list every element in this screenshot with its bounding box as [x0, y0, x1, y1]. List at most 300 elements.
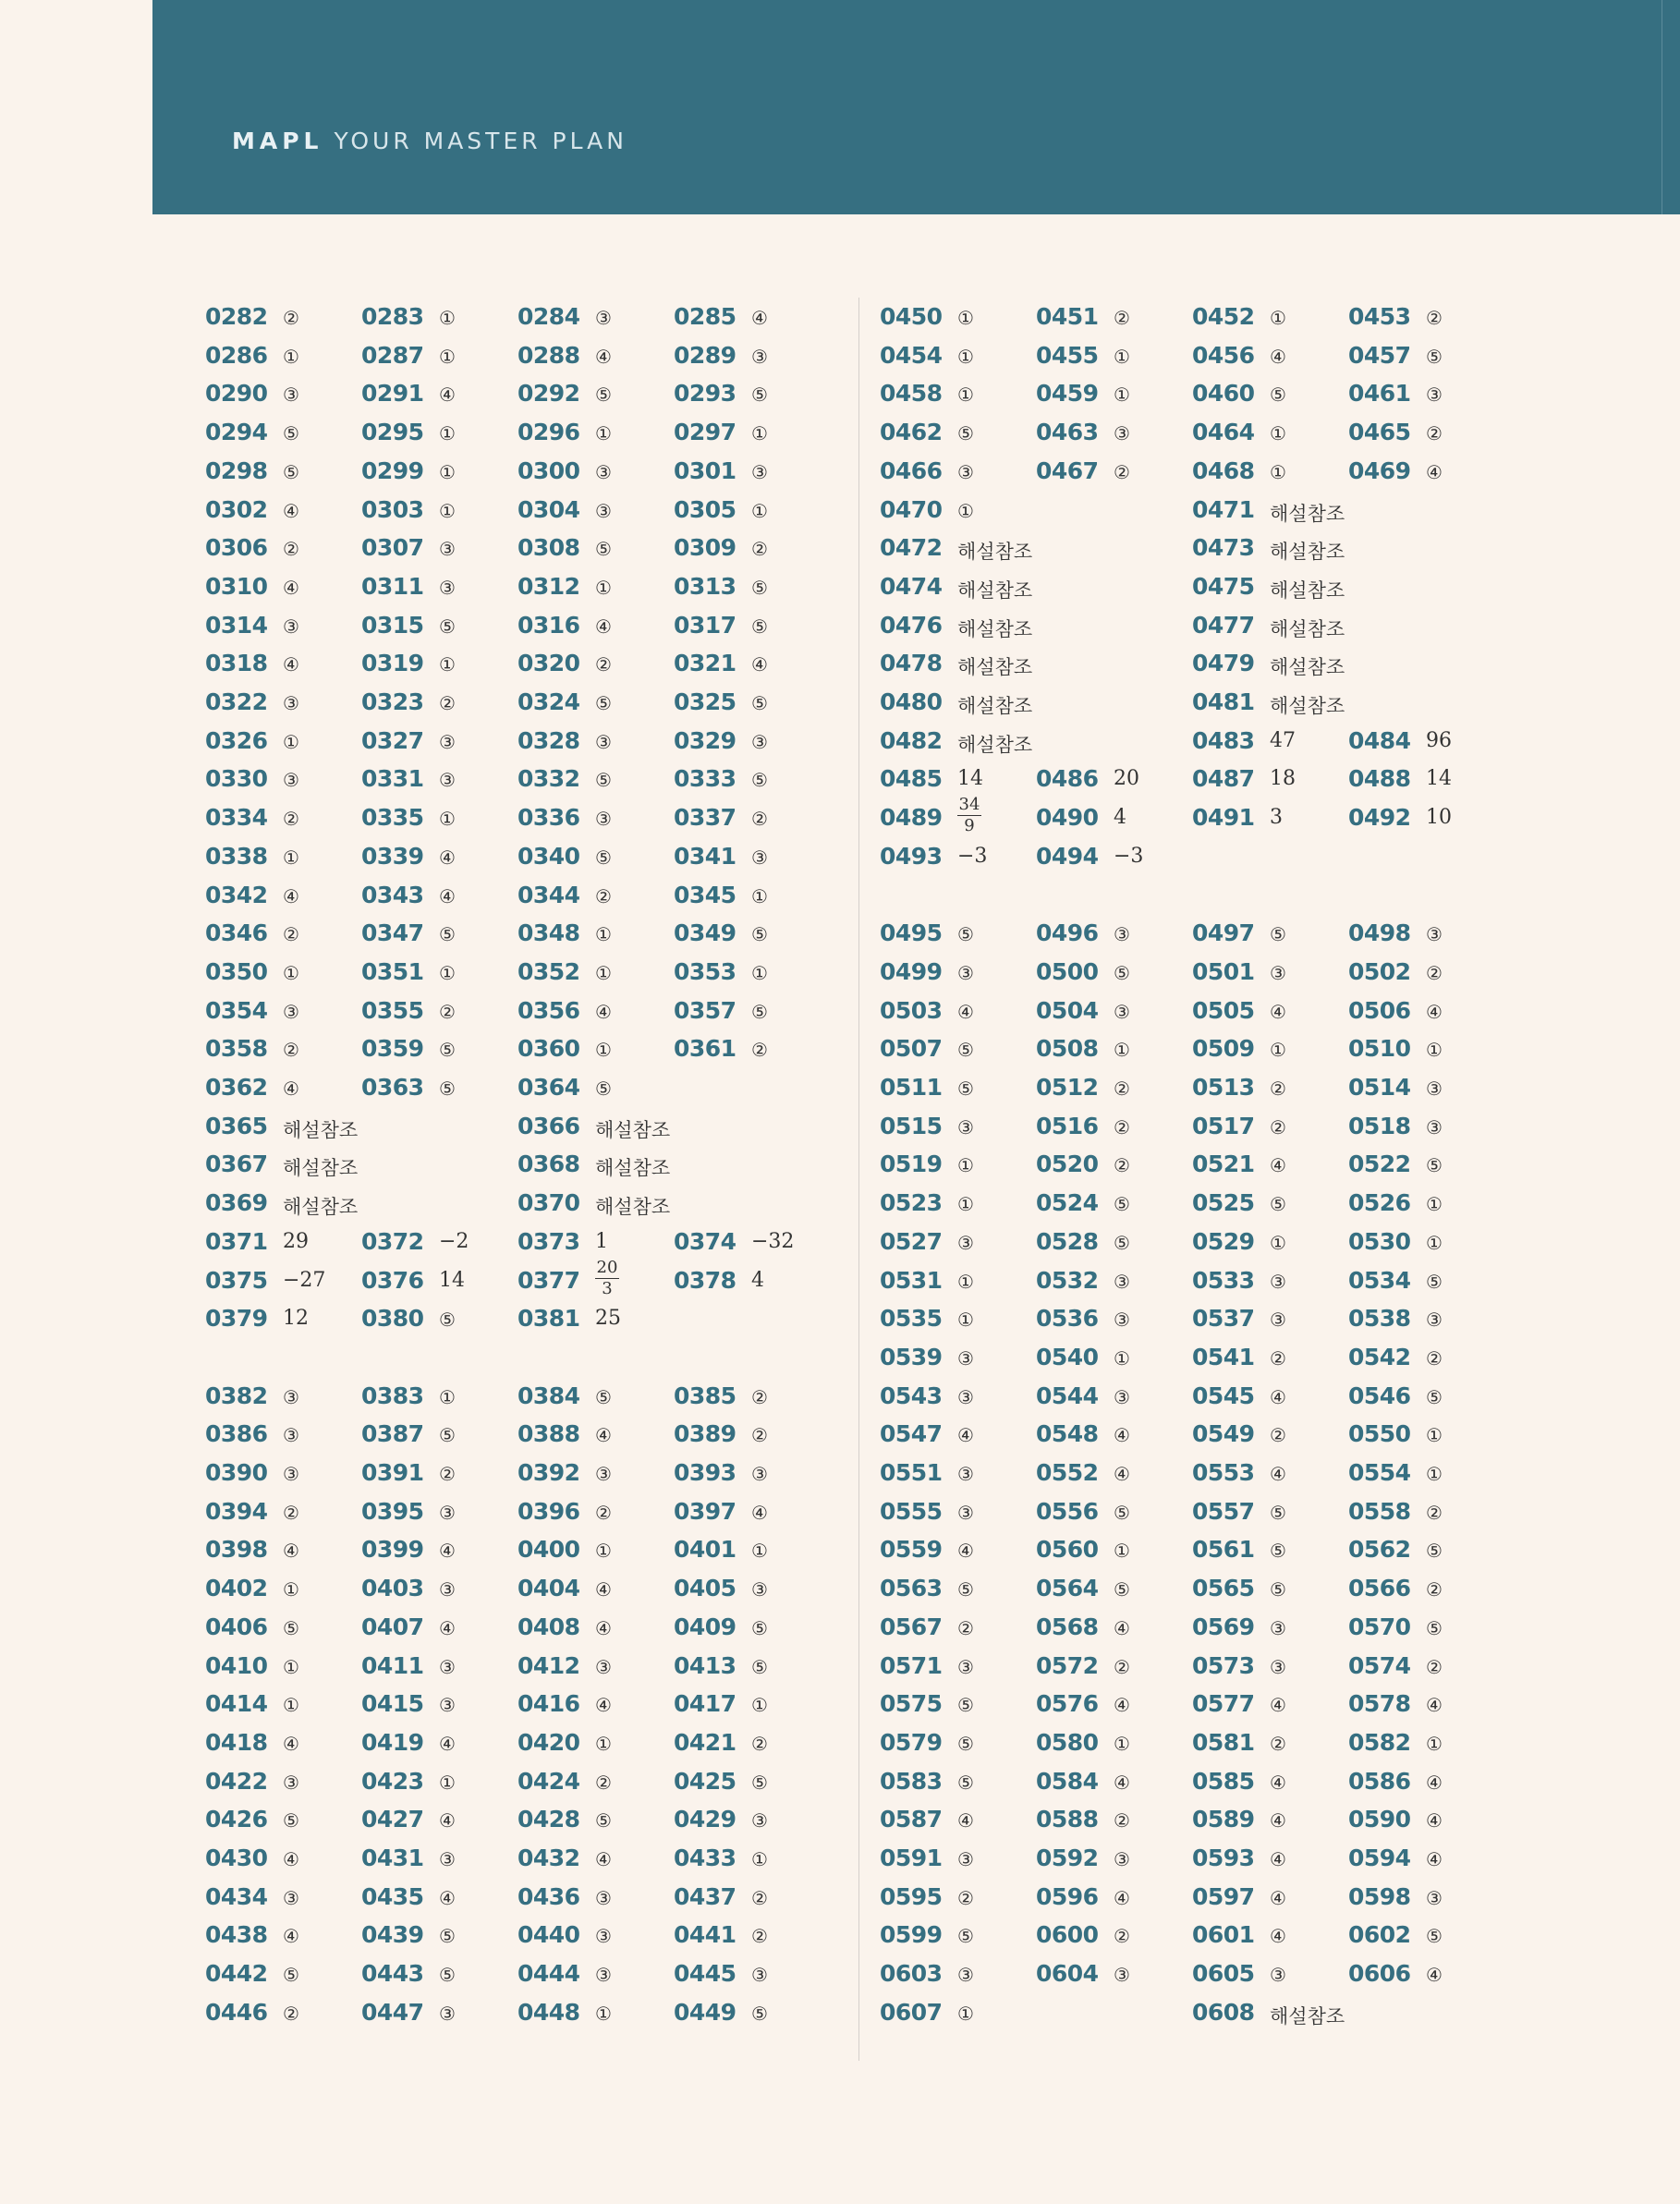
question-number: 0318 [205, 650, 268, 677]
answer-entry [517, 1145, 671, 1182]
answer-entry [205, 374, 353, 411]
answer-row [880, 1723, 1508, 1760]
question-number: 0568 [1036, 1613, 1099, 1640]
question-number: 0526 [1348, 1189, 1411, 1217]
question-number: 0582 [1348, 1728, 1411, 1756]
question-number: 0439 [361, 1921, 424, 1949]
answer-entry [674, 1530, 822, 1567]
answer-entry [517, 374, 665, 411]
answer-value: ③ [957, 1115, 974, 1139]
answer-row [205, 491, 834, 528]
answer-entry [1036, 914, 1184, 951]
answer-value: ③ [1270, 1964, 1286, 1987]
answer-entry [205, 606, 353, 643]
question-number: 0538 [1348, 1305, 1411, 1333]
question-number: 0371 [205, 1227, 268, 1255]
answer-entry [1192, 567, 1345, 604]
question-number: 0566 [1348, 1575, 1411, 1602]
question-number: 0571 [880, 1651, 943, 1679]
answer-value: ⑤ [595, 769, 612, 792]
answer-value: ④ [439, 1616, 456, 1639]
answer-value: 해설참조 [283, 1196, 359, 1219]
question-number: 0504 [1036, 996, 1099, 1024]
answer-value: ③ [1426, 1078, 1443, 1100]
question-number: 0437 [674, 1882, 737, 1910]
answer-entry [1192, 1145, 1340, 1182]
answer-value: ④ [595, 1848, 612, 1870]
answer-entry [205, 1569, 353, 1606]
question-number: 0515 [880, 1112, 943, 1139]
answer-entry [674, 567, 822, 604]
answer-value: ④ [957, 1540, 974, 1563]
question-number: 0438 [205, 1921, 268, 1949]
answer-value: ③ [751, 1463, 768, 1485]
question-number: 0495 [880, 919, 943, 947]
answer-row [205, 1299, 834, 1336]
answer-entry [880, 1299, 1028, 1336]
answer-entry [361, 1608, 509, 1645]
question-number: 0604 [1036, 1960, 1099, 1988]
question-number: 0507 [880, 1035, 943, 1063]
answer-row [880, 683, 1508, 720]
answer-value: ⑤ [595, 1078, 612, 1100]
answer-entry [1036, 336, 1184, 373]
answer-entry [1348, 1492, 1496, 1529]
answer-value: ① [751, 1848, 768, 1870]
answer-entry [880, 298, 1028, 335]
question-number: 0335 [361, 804, 424, 832]
question-number: 0444 [517, 1960, 580, 1988]
answer-value: ④ [1426, 1694, 1443, 1717]
question-number: 0502 [1348, 957, 1411, 985]
question-number: 0556 [1036, 1497, 1099, 1525]
answer-entry [1192, 1762, 1340, 1799]
answer-value: ④ [439, 1540, 456, 1563]
question-number: 0509 [1192, 1035, 1255, 1063]
answer-row [205, 1415, 834, 1452]
answer-value: ② [439, 1000, 456, 1023]
question-number: 0485 [880, 765, 943, 793]
question-number: 0552 [1036, 1459, 1099, 1486]
answer-entry [361, 1916, 509, 1953]
question-number: 0326 [205, 726, 268, 754]
answer-entry [1348, 953, 1496, 990]
answer-value: ③ [595, 730, 612, 753]
answer-value: ② [283, 923, 299, 946]
question-number: 0542 [1348, 1343, 1411, 1370]
question-number: 0313 [674, 572, 737, 600]
answer-value: ② [1426, 961, 1443, 984]
answer-value: ⑤ [751, 1616, 768, 1639]
answer-value: ① [595, 576, 612, 599]
answer-value: ⑤ [439, 1925, 456, 1948]
answer-entry [205, 683, 353, 720]
answer-entry [1348, 1184, 1496, 1221]
answer-value: ① [1426, 1424, 1443, 1447]
question-number: 0421 [674, 1728, 737, 1756]
answer-entry [517, 452, 665, 489]
answer-value: ⑤ [751, 923, 768, 946]
question-number: 0295 [361, 419, 424, 446]
answer-value: ① [1270, 307, 1286, 329]
answer-entry [1348, 1916, 1496, 1953]
question-number: 0597 [1192, 1882, 1255, 1910]
answer-row [205, 1608, 834, 1645]
question-number: 0374 [674, 1227, 737, 1255]
question-number: 0554 [1348, 1459, 1411, 1486]
question-number: 0372 [361, 1227, 424, 1255]
question-number: 0341 [674, 842, 737, 870]
answer-entry [1348, 1608, 1496, 1645]
answer-row [205, 606, 834, 643]
question-number: 0334 [205, 804, 268, 832]
answer-entry [361, 1878, 509, 1915]
answer-value: ① [751, 1540, 768, 1563]
question-number: 0593 [1192, 1845, 1255, 1871]
answer-value: ③ [957, 1848, 974, 1870]
answer-entry [880, 1415, 1028, 1452]
answer-entry [674, 1415, 822, 1452]
answer-value: −3 [1114, 844, 1144, 868]
question-number: 0532 [1036, 1266, 1099, 1294]
question-number: 0605 [1192, 1960, 1255, 1988]
question-number: 0383 [361, 1382, 424, 1409]
question-number: 0527 [880, 1227, 943, 1255]
answer-value: ① [751, 499, 768, 522]
answer-row [205, 644, 834, 681]
answer-value: ④ [1270, 345, 1286, 368]
answer-entry [674, 1647, 822, 1684]
answer-entry [880, 1261, 1028, 1298]
answer-entry [205, 722, 353, 759]
question-number: 0583 [880, 1767, 943, 1795]
brand-title [232, 128, 627, 154]
answer-value: ③ [439, 1848, 456, 1870]
question-number: 0424 [517, 1767, 580, 1795]
question-number: 0393 [674, 1459, 737, 1486]
question-number: 0436 [517, 1882, 580, 1910]
answer-entry [517, 1762, 665, 1799]
answer-value: ④ [1426, 1964, 1443, 1987]
answer-entry [205, 914, 353, 951]
answer-value: ③ [1270, 1309, 1286, 1332]
answer-fraction [595, 1259, 619, 1298]
answer-row [880, 1338, 1508, 1375]
answer-entry [1192, 798, 1340, 835]
answer-value: ③ [957, 1346, 974, 1370]
answer-entry [205, 336, 353, 373]
question-number: 0320 [517, 650, 580, 677]
answer-value: ③ [957, 1385, 974, 1408]
answer-value: ⑤ [751, 1655, 768, 1678]
question-number: 0591 [880, 1845, 943, 1871]
answer-value: ⑤ [1270, 1578, 1286, 1601]
question-number: 0488 [1348, 765, 1411, 793]
answer-entry [361, 1530, 509, 1567]
answer-value: ① [595, 1540, 612, 1563]
answer-value: ③ [1426, 384, 1443, 407]
question-number: 0549 [1192, 1420, 1255, 1448]
answer-entry [361, 1492, 509, 1529]
question-number: 0563 [880, 1575, 943, 1602]
answer-entry [880, 1145, 1028, 1182]
answer-entry [361, 914, 509, 951]
answer-value: ③ [439, 1694, 456, 1717]
answer-value: ④ [751, 307, 768, 329]
answer-entry [205, 798, 353, 835]
answer-entry [880, 953, 1028, 990]
answer-value: ② [1114, 1925, 1130, 1948]
answer-entry [205, 760, 353, 797]
answer-value: ① [957, 499, 974, 522]
answer-value: ③ [1114, 1385, 1130, 1408]
answer-entry [1036, 1377, 1184, 1414]
question-number: 0308 [517, 534, 580, 562]
answer-entry [205, 1993, 353, 2030]
answer-entry [880, 1878, 1028, 1915]
answer-value: ③ [595, 307, 612, 329]
question-number: 0368 [517, 1151, 580, 1178]
fraction-denominator: 9 [964, 816, 975, 836]
question-number: 0508 [1036, 1035, 1099, 1063]
answer-value: 4 [1114, 806, 1126, 830]
answer-entry [1192, 1993, 1345, 2030]
question-number: 0399 [361, 1536, 424, 1564]
answer-entry [1192, 644, 1345, 681]
answer-entry [517, 1257, 665, 1298]
question-number: 0377 [517, 1266, 580, 1294]
question-number: 0489 [880, 804, 943, 832]
answer-entry [674, 1492, 822, 1529]
question-number: 0338 [205, 842, 268, 870]
answer-value: ④ [595, 1616, 612, 1639]
answer-entry [1192, 683, 1345, 720]
question-number: 0351 [361, 957, 424, 985]
answer-row [205, 529, 834, 566]
answer-row [880, 1762, 1508, 1799]
answer-row [880, 1839, 1508, 1876]
answer-value: ④ [1114, 1463, 1130, 1485]
answer-value: ② [751, 1385, 768, 1408]
question-number: 0573 [1192, 1651, 1255, 1679]
answer-value: ⑤ [1114, 1193, 1130, 1216]
answer-entry [205, 1954, 353, 1991]
answer-entry [517, 1184, 671, 1221]
answer-value: ① [957, 1154, 974, 1177]
question-number: 0536 [1036, 1305, 1099, 1333]
question-number: 0564 [1036, 1575, 1099, 1602]
answer-row [880, 914, 1508, 951]
answer-value: ⑤ [1426, 1925, 1443, 1948]
answer-value: ④ [283, 653, 299, 676]
answer-entry [1192, 722, 1340, 759]
answer-row [880, 644, 1508, 681]
answer-entry [880, 760, 1028, 797]
question-number: 0333 [674, 765, 737, 793]
answer-value: ③ [283, 692, 299, 714]
question-number: 0516 [1036, 1112, 1099, 1139]
answer-value: ① [1270, 422, 1286, 445]
answer-value: 20 [1114, 767, 1139, 791]
answer-row [880, 1954, 1508, 1991]
question-number: 0523 [880, 1189, 943, 1217]
answer-value: ④ [1270, 1463, 1286, 1485]
answer-value: ④ [1270, 1925, 1286, 1948]
answer-row [205, 1993, 834, 2030]
question-number: 0602 [1348, 1921, 1411, 1949]
answer-row [205, 1569, 834, 1606]
question-number: 0447 [361, 1998, 424, 2026]
question-number: 0555 [880, 1497, 943, 1525]
answer-entry [880, 683, 1033, 720]
question-number: 0353 [674, 957, 737, 985]
answer-value: ③ [751, 730, 768, 753]
fraction-denominator: 3 [602, 1278, 613, 1298]
answer-value: 해설참조 [595, 1157, 671, 1180]
question-number: 0379 [205, 1305, 268, 1333]
question-number: 0309 [674, 534, 737, 562]
answer-row [205, 760, 834, 797]
answer-value: ② [957, 1886, 974, 1909]
question-number: 0356 [517, 996, 580, 1024]
answer-row [880, 837, 1508, 874]
question-number: 0325 [674, 688, 737, 715]
question-number: 0305 [674, 495, 737, 523]
question-number: 0441 [674, 1921, 737, 1949]
answer-value: ① [1114, 1732, 1130, 1755]
answer-entry [1192, 606, 1345, 643]
answer-value: ① [283, 961, 299, 984]
answer-value: ③ [1426, 1115, 1443, 1139]
answer-value: ② [1426, 422, 1443, 445]
answer-value: ③ [1114, 1270, 1130, 1293]
answer-entry [1348, 1338, 1496, 1375]
answer-entry [674, 413, 822, 450]
brand-tagline: YOUR MASTER PLAN [334, 128, 627, 154]
answer-value: ① [283, 1655, 299, 1678]
question-number: 0511 [880, 1074, 943, 1101]
answer-entry [205, 1223, 353, 1260]
answer-value: ① [595, 422, 612, 445]
answer-entry [1348, 1762, 1496, 1799]
question-number: 0544 [1036, 1382, 1099, 1409]
question-number: 0572 [1036, 1651, 1099, 1679]
answer-value: ③ [751, 1578, 768, 1601]
answer-value: ② [751, 1424, 768, 1447]
answer-value: ② [1426, 1346, 1443, 1370]
answer-row [205, 914, 834, 951]
answer-entry [517, 1454, 665, 1491]
question-number: 0304 [517, 495, 580, 523]
answer-value: −3 [957, 844, 988, 868]
answer-row [205, 1723, 834, 1760]
header-banner [152, 0, 1680, 214]
answer-entry [205, 953, 353, 990]
answer-value: ⑤ [1114, 961, 1130, 984]
answer-entry [674, 1916, 822, 1953]
answer-row [205, 298, 834, 335]
answer-value: ③ [1270, 1655, 1286, 1678]
answer-value: ④ [595, 345, 612, 368]
answer-entry [1348, 298, 1496, 335]
question-number: 0521 [1192, 1151, 1255, 1178]
question-number: 0476 [880, 611, 943, 639]
answer-value: ⑤ [957, 1771, 974, 1794]
question-number: 0459 [1036, 380, 1099, 408]
question-number: 0443 [361, 1960, 424, 1988]
answer-value: ② [595, 884, 612, 907]
answer-entry [205, 644, 353, 681]
answer-entry [674, 1839, 822, 1876]
answer-entry [880, 1068, 1028, 1105]
answer-entry [205, 992, 353, 1029]
answer-value: ③ [751, 846, 768, 869]
answer-value: ① [957, 2002, 974, 2025]
answer-entry [361, 413, 509, 450]
answer-row [880, 1530, 1508, 1567]
answer-entry [205, 1492, 353, 1529]
answer-value: ③ [595, 1964, 612, 1987]
question-number: 0456 [1192, 341, 1255, 369]
answer-value: 해설참조 [595, 1196, 671, 1219]
question-number: 0585 [1192, 1767, 1255, 1795]
answer-row [880, 1415, 1508, 1452]
answer-entry [361, 1415, 509, 1452]
answer-entry [1192, 1184, 1340, 1221]
answer-row [205, 1377, 834, 1414]
question-number: 0533 [1192, 1266, 1255, 1294]
answer-entry [205, 1261, 353, 1298]
answer-entry [517, 914, 665, 951]
question-number: 0287 [361, 341, 424, 369]
answer-entry [1036, 1338, 1184, 1375]
answer-entry [1348, 1647, 1496, 1684]
answer-entry [880, 567, 1033, 604]
answer-row [205, 1145, 834, 1182]
answer-entry [205, 1377, 353, 1414]
question-number: 0378 [674, 1266, 737, 1294]
answer-value: ③ [957, 460, 974, 483]
question-number: 0329 [674, 726, 737, 754]
answer-row [880, 760, 1508, 797]
answer-value: ② [439, 692, 456, 714]
answer-value: ④ [283, 576, 299, 599]
answer-value: ① [439, 653, 456, 676]
answer-value: ① [283, 1694, 299, 1717]
answer-entry [517, 1107, 671, 1144]
answer-value: ② [1270, 1078, 1286, 1100]
answer-value: ⑤ [1114, 1231, 1130, 1254]
question-number: 0462 [880, 419, 943, 446]
question-number: 0528 [1036, 1227, 1099, 1255]
question-number: 0587 [880, 1806, 943, 1833]
answer-value: ② [595, 1501, 612, 1524]
answer-entry [674, 1223, 822, 1260]
answer-entry [517, 413, 665, 450]
question-number: 0282 [205, 303, 268, 330]
answer-value: ① [1270, 1231, 1286, 1254]
answer-entry [674, 722, 822, 759]
question-number: 0494 [1036, 842, 1099, 870]
answer-value: 14 [1426, 767, 1452, 791]
question-number: 0500 [1036, 957, 1099, 985]
answer-entry [880, 491, 1028, 528]
question-number: 0420 [517, 1728, 580, 1756]
answer-entry [1036, 1029, 1184, 1066]
answer-value: ① [751, 961, 768, 984]
answer-entry [205, 1454, 353, 1491]
answer-entry [1348, 1723, 1496, 1760]
